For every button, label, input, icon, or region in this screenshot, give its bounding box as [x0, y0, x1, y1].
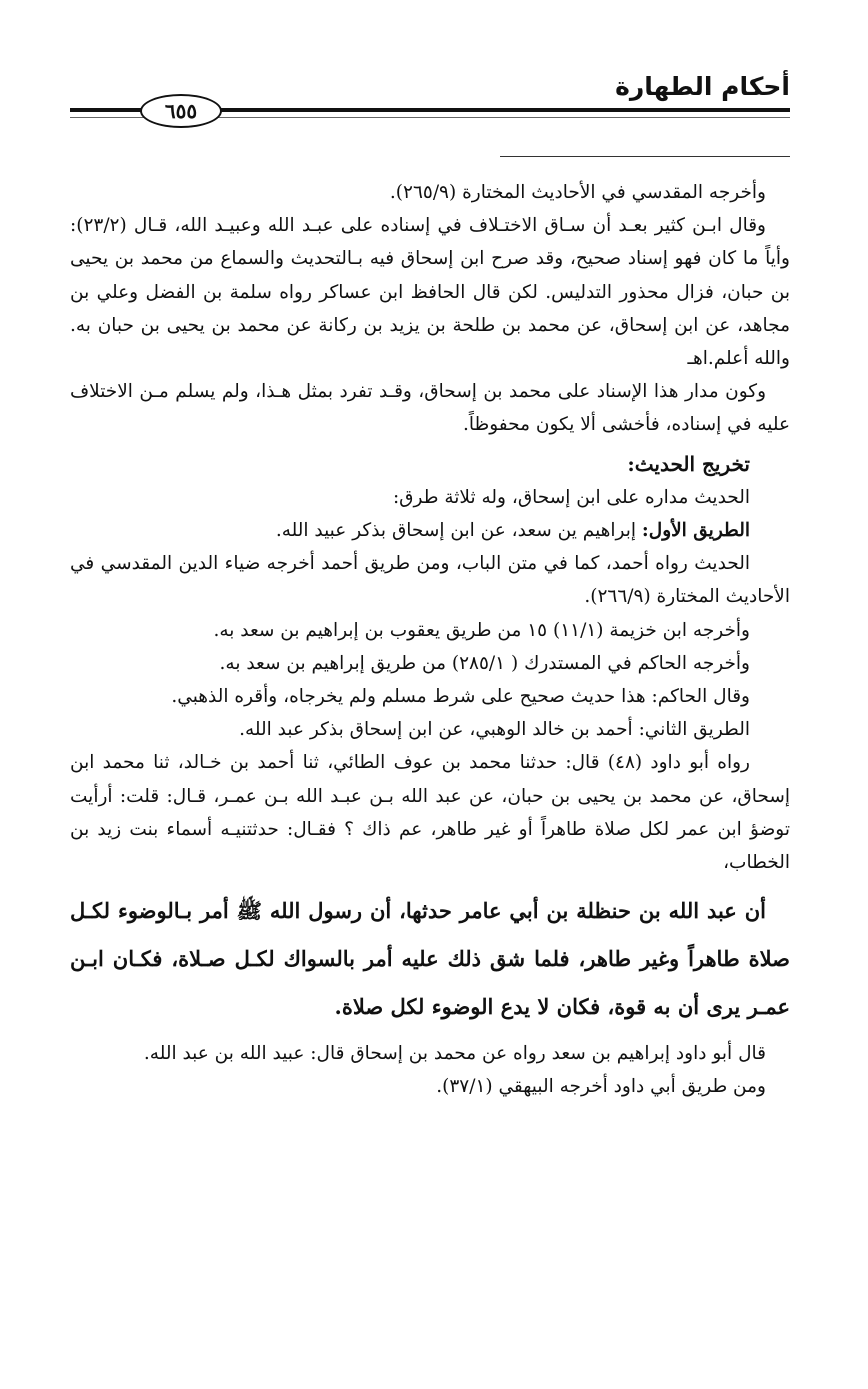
paragraph: وقال ابـن كثير بعـد أن سـاق الاختـلاف في إسناده على عبـد الله وعبيـد الله، قـال (٢٣/٢): وأياً ما كان فهو إسناد صحيح، وقد صرح ابن إسحاق فيه بـالتحديث والسماع من محمد بن يحيى بن حبان، فزال محذور التدليس. لكن قال الحافظ ابن عساكر رواه سلمة بن الفضل وعلي بن مجاهد، عن ابن إسحاق، عن محمد بن طلحة بن يزيد بن ركانة عن محمد بن يحيى بن حبان به. والله أعلم.اهـ: [70, 215, 790, 370]
path-one-text: إبراهيم ين سعد، عن ابن إسحاق بذكر عبيد الله.: [275, 520, 642, 542]
path-one-label: الطريق الأول:: [641, 520, 750, 542]
paragraph: الطريق الثاني: أحمد بن خالد الوهبي، عن ابن إسحاق بذكر عبد الله.: [239, 719, 750, 741]
paragraph: قال أبو داود إبراهيم بن سعد رواه عن محمد بن إسحاق قال: عبيد الله بن عبد الله.: [143, 1043, 766, 1065]
hadith-text: أن عبد الله بن حنظلة بن أبي عامر حدثها، أن رسول الله ﷺ أمر بـالوضوء لكـل صلاة طاهراً وغير طاهر، فلما شق ذلك عليه أمر بالسواك لكـل صـلاة، فكـان ابـن عمـر يرى أن به قوة، فكان لا يدع الوضوء لكل صلاة.: [70, 898, 790, 1020]
paragraph: وقال الحاكم: هذا حديث صحيح على شرط مسلم ولم يخرجاه، وأقره الذهبي.: [171, 686, 750, 708]
book-title: أحكام الطهارة: [615, 72, 790, 101]
footnote-separator: [500, 156, 790, 157]
page-number: ٦٥٥: [140, 94, 222, 128]
paragraph: وأخرجه ابن خزيمة (١١/١) ١٥ من طريق يعقوب بن إبراهيم بن سعد به.: [213, 619, 750, 641]
path-one: [70, 514, 790, 547]
paragraph: رواه أبو داود (٤٨) قال: حدثنا محمد بن عوف الطائي، ثنا أحمد بن خـالد، ثنا محمد ابن إسحاق، عن محمد بن يحيى بن حبان، عن عبد الله بـن عبـد الله بـن عمـر، قـال: قلت: أرأيت توضؤ ابن عمر لكل صلاة طاهراً أو غير طاهر، عم ذاك ؟ فقـال: حدثتنيـه أسماء بنت زيد بن الخطاب،: [70, 752, 790, 874]
paragraph: وأخرجه المقدسي في الأحاديث المختارة (٢٦٥/٩).: [389, 182, 766, 203]
page-body: [70, 176, 790, 1104]
paragraph: ومن طريق أبي داود أخرجه البيهقي (٣٧/١).: [436, 1076, 766, 1098]
paragraph: الحديث رواه أحمد، كما في متن الباب، ومن طريق أحمد أخرجه ضياء الدين المقدسي في الأحاديث المختارة (٢٦٦/٩).: [70, 553, 790, 608]
section-heading: تخريج الحديث:: [627, 451, 750, 476]
page-header: [70, 70, 790, 130]
paragraph: وأخرجه الحاكم في المستدرك ( ٢٨٥/١) من طريق إبراهيم بن سعد به.: [219, 652, 750, 674]
intro-line: الحديث مداره على ابن إسحاق، وله ثلاثة طرق:: [392, 486, 750, 508]
paragraph: وكون مدار هذا الإسناد على محمد بن إسحاق، وقـد تفرد بمثل هـذا، ولم يسلم مـن الاختلاف عليه في إسناده، فأخشى ألا يكون محفوظاً.: [70, 381, 790, 436]
